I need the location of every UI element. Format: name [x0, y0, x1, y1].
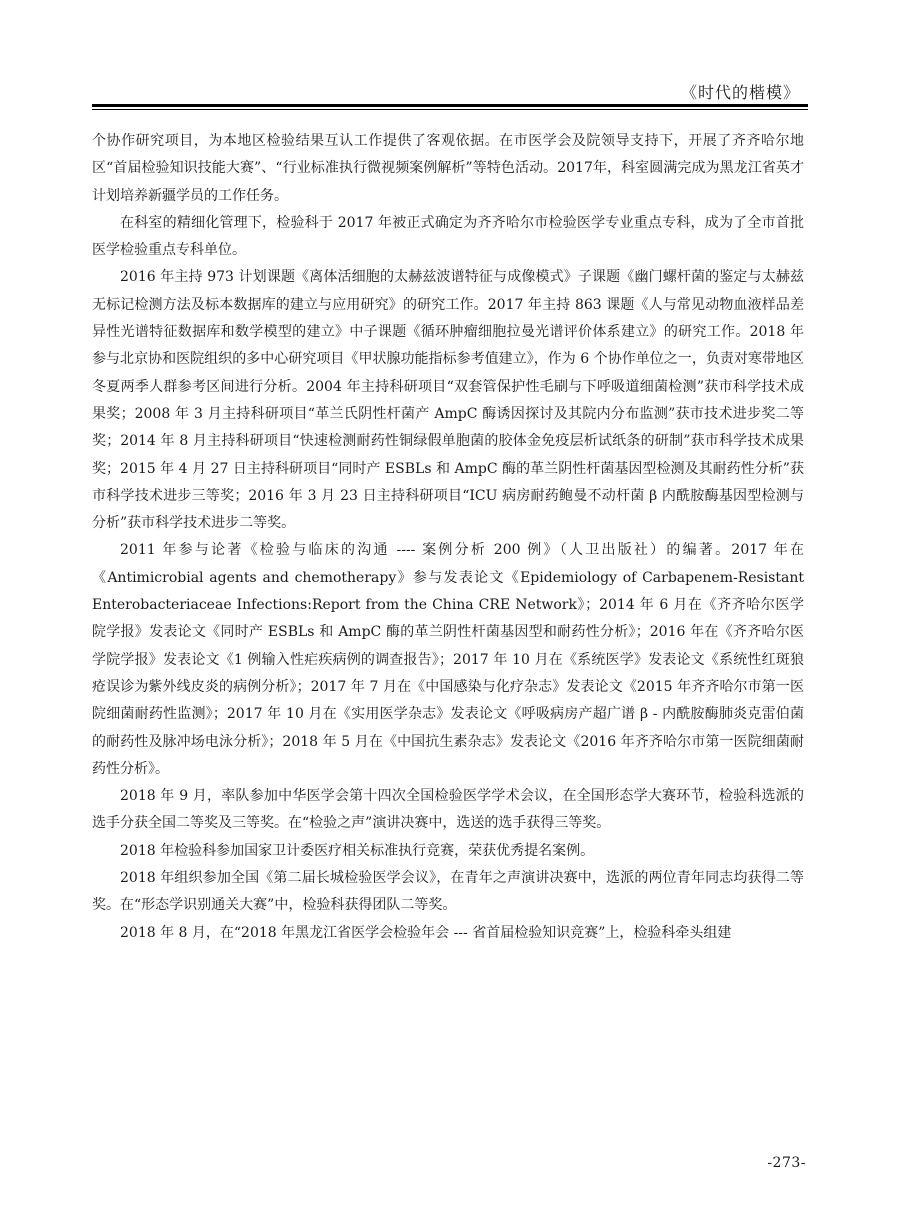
paragraph: 2018 年 8 月，在“2018 年黑龙江省医学会检验年会 --- 省首届检验知识竞赛”上，检验科牵头组建	[120, 924, 732, 941]
body-text	[92, 128, 804, 947]
paragraph: 2018 年组织参加全国《第二届长城检验医学会议》，在青年之声演讲决赛中，选派的两位青年同志均获得二等奖。在“形态学识别通关大赛”中，检验科获得团队二等奖。	[92, 870, 804, 914]
paragraph: 2011 年参与论著《检验与临床的沟通 ---- 案例分析 200 例》（人卫出版社）的编著。2017 年在《Antimicrobial agents and chemotherapy》参与发表论文《Epidemiology of Carbapenem-Resistant Enterobacteriaceae Infections:Report from the China CRE Network》；2014 年 6 月在《齐齐哈尔医学院学报》发表论文《同时产 ESBLs 和 AmpC 酶的革兰阴性杆菌基因型和耐药性分析》；2016 年在《齐齐哈尔医学院学报》发表论文《1 例输入性疟疾病例的调查报告》；2017 年 10 月在《系统医学》发表论文《系统性红斑狼疮误诊为紫外线皮炎的病例分析》；2017 年 7 月在《中国感染与化疗杂志》发表论文《2015 年齐齐哈尔市第一医院细菌耐药性监测》；2017 年 10 月在《实用医学杂志》发表论文《呼吸病房产超广谱 β - 内酰胺酶肺炎克雷伯菌的耐药性及脉冲场电泳分析》；2018 年 5 月在《中国抗生素杂志》发表论文《2016 年齐齐哈尔市第一医院细菌耐药性分析》。	[92, 542, 804, 777]
paragraph: 2018 年 9 月，率队参加中华医学会第十四次全国检验医学学术会议，在全国形态学大赛环节，检验科选派的选手分获全国二等奖及三等奖。在“检验之声”演讲决赛中，选送的选手获得三等奖。	[92, 788, 804, 832]
header-rule-thin	[92, 109, 808, 110]
header-rule-thick	[92, 104, 808, 107]
paragraph: 2016 年主持 973 计划课题《离体活细胞的太赫兹波谱特征与成像模式》子课题《幽门螺杆菌的鉴定与太赫兹无标记检测方法及标本数据库的建立与应用研究》的研究工作。2017 年主持 863 课题《人与常见动物血液样品差异性光谱特征数据库和数学模型的建立》中子课题《循环肿瘤细胞拉曼光谱评价体系建立》的研究工作。2018 年参与北京协和医院组织的多中心研究项目《甲状腺功能指标参考值建立》，作为 6 个协作单位之一，负责对寒带地区冬夏两季人群参考区间进行分析。2004 年主持科研项目“双套管保护性毛刷与下呼吸道细菌检测”获市科学技术成果奖；2008 年 3 月主持科研项目“革兰氏阴性杆菌产 AmpC 酶诱因探讨及其院内分布监测”获市技术进步奖二等奖；2014 年 8 月主持科研项目“快速检测耐药性铜绿假单胞菌的胶体金免疫层析试纸条的研制”获市科学技术成果奖；2015 年 4 月 27 日主持科研项目“同时产 ESBLs 和 AmpC 酶的革兰阴性杆菌基因型检测及其耐药性分析”获市科学技术进步三等奖；2016 年 3 月 23 日主持科研项目“ICU 病房耐药鲍曼不动杆菌 β 内酰胺酶基因型检测与分析”获市科学技术进步二等奖。	[92, 269, 804, 532]
paragraph: 2018 年检验科参加国家卫计委医疗相关标准执行竞赛，荣获优秀提名案例。	[120, 842, 595, 859]
page-number: -273-	[767, 1155, 806, 1171]
paragraph-continuation: 个协作研究项目，为本地区检验结果互认工作提供了客观依据。在市医学会及院领导支持下，开展了齐齐哈尔地区“首届检验知识技能大赛”、“行业标准执行微视频案例解析”等特色活动。2017年，科室圆满完成为黑龙江省英才计划培养新疆学员的工作任务。	[92, 133, 804, 204]
paragraph: 在科室的精细化管理下，检验科于 2017 年被正式确定为齐齐哈尔市检验医学专业重点专科，成为了全市首批医学检验重点专科单位。	[92, 214, 804, 259]
running-header-title: 《时代的楷模》	[680, 83, 800, 102]
